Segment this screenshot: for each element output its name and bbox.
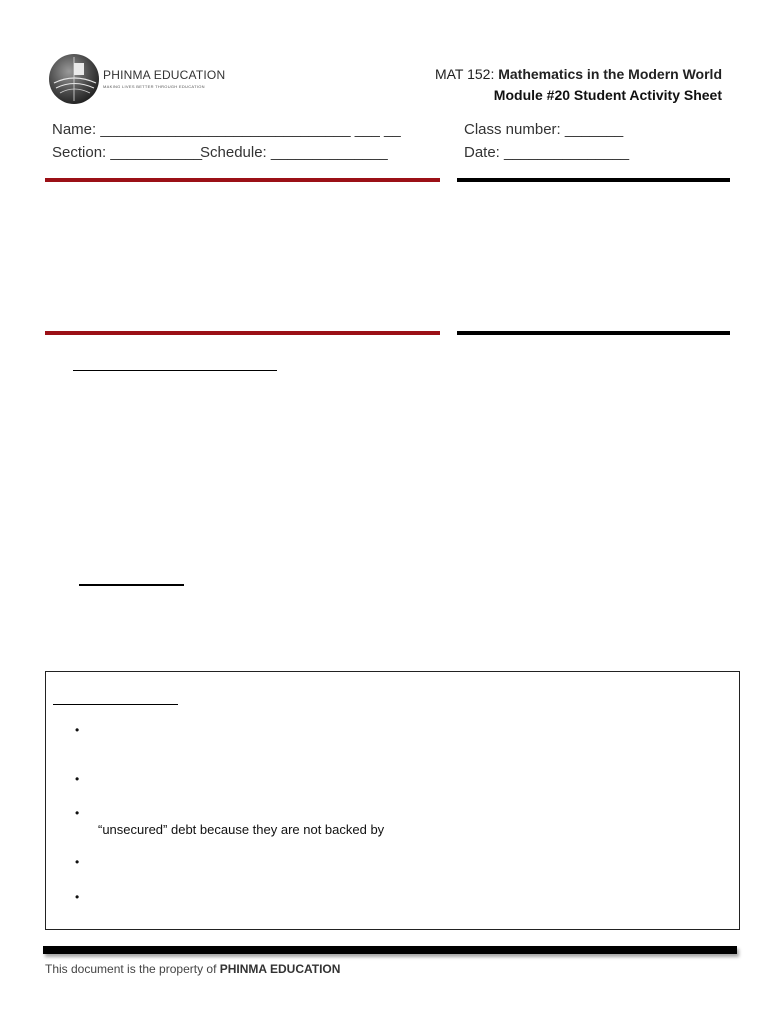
logo-tagline: MAKING LIVES BETTER THROUGH EDUCATION [103, 84, 205, 89]
box-heading-underline [53, 704, 178, 705]
list-bullet: • [75, 890, 80, 904]
header-rule-red [45, 178, 440, 182]
date-field[interactable]: Date: _______________ [464, 144, 630, 161]
course-code: MAT 152: [434, 66, 495, 82]
list-bullet: • [75, 855, 80, 869]
list-item-text: “unsecured” debt because they are not backed by [98, 822, 385, 837]
schedule-field[interactable]: Schedule: ______________ [200, 144, 388, 161]
logo-title: PHINMA EDUCATION [103, 68, 226, 82]
list-bullet: • [75, 723, 80, 737]
blank-heading-underline-1 [73, 370, 277, 371]
name-field[interactable]: Name: ______________________________ ___ __ [52, 121, 401, 138]
list-bullet: • [75, 772, 80, 786]
phinma-logo [48, 53, 226, 105]
blank-heading-underline-2 [79, 584, 184, 586]
class-number-field[interactable]: Class number: _______ [464, 121, 624, 138]
footer-rule [43, 946, 737, 954]
footer-prefix: This document is the property of [45, 962, 217, 976]
list-bullet: • [75, 806, 80, 820]
footer-owner: PHINMA EDUCATION [219, 962, 341, 976]
header-rule-black [457, 178, 730, 182]
course-heading [435, 66, 722, 82]
section-rule-red [45, 331, 440, 335]
section-rule-black [457, 331, 730, 335]
module-title: Module #20 Student Activity Sheet [493, 87, 722, 103]
section-field[interactable]: Section: ___________ [52, 144, 203, 161]
course-title: Mathematics in the Modern World [498, 66, 722, 82]
footer-text [45, 962, 340, 976]
phinma-globe-icon [48, 53, 100, 105]
notes-box [45, 671, 740, 930]
